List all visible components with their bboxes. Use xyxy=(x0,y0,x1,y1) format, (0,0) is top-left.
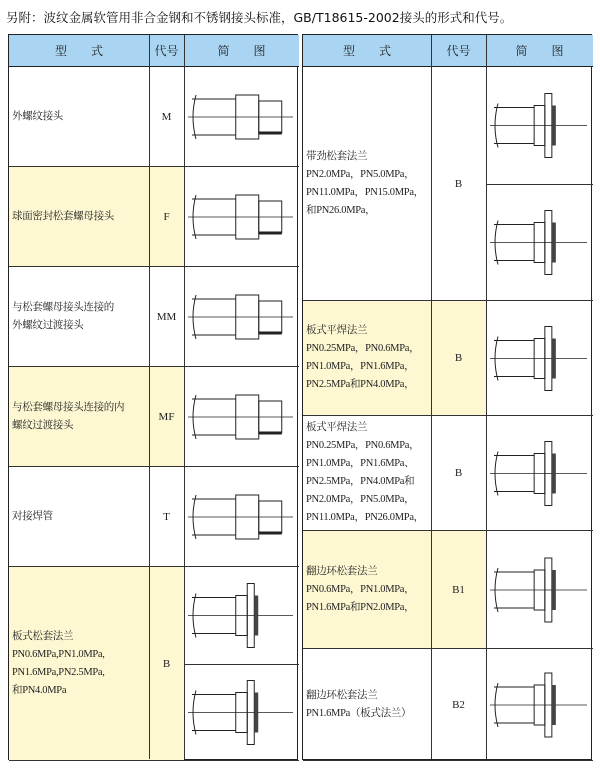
fitting-diagram xyxy=(184,467,299,567)
type-line: PN2.5MPa，PN4.0MPa和 xyxy=(306,476,415,487)
diagram-divider xyxy=(184,664,299,665)
type-line: 带劲松套法兰 xyxy=(306,150,368,162)
diagram-cell xyxy=(184,367,299,467)
type-line: PN0.25MPa，PN0.6MPa， xyxy=(306,343,420,354)
type-line: 对接焊管 xyxy=(12,510,53,522)
type-line: PN0.25MPa，PN0.6MPa， xyxy=(306,440,420,451)
type-cell xyxy=(9,167,149,267)
fitting-diagram xyxy=(184,267,299,367)
fitting-diagram xyxy=(486,416,593,531)
diagram-divider xyxy=(486,184,593,185)
type-cell xyxy=(303,301,431,416)
type-line: PN1.6MPa和PN2.0MPa， xyxy=(306,601,415,613)
header-code: 代号 xyxy=(431,35,486,67)
type-cell xyxy=(9,67,149,167)
left-table xyxy=(8,34,298,760)
header-type: 型 式 xyxy=(303,35,431,67)
diagram-cell xyxy=(184,267,299,367)
type-line: PN2.0MPa，PN5.0MPa， xyxy=(306,168,415,180)
fitting-diagram xyxy=(486,67,593,184)
code-cell xyxy=(149,167,184,267)
type-line: PN11.0MPa，PN26.0MPa， xyxy=(306,512,424,523)
type-line: PN1.0MPa，PN1.6MPa、 xyxy=(306,458,415,469)
type-line: PN1.6MPa（板式法兰） xyxy=(306,707,412,719)
type-line: 翻边环松套法兰 xyxy=(306,689,378,701)
type-line: 板式平焊法兰 xyxy=(306,325,368,336)
type-line: 板式松套法兰 xyxy=(12,630,74,642)
code-value: T xyxy=(163,510,170,523)
diagram-cell xyxy=(184,167,299,267)
diagram-cell xyxy=(184,467,299,567)
diagram-cell xyxy=(486,531,593,649)
right-table xyxy=(302,34,592,760)
type-cell xyxy=(9,467,149,567)
diagram-cell xyxy=(184,567,299,761)
column-divider xyxy=(486,35,487,759)
type-cell xyxy=(303,416,431,531)
code-value: MF xyxy=(158,410,175,423)
type-line: 和PN26.0MPa， xyxy=(306,204,376,216)
header-diagram: 简 图 xyxy=(184,35,299,67)
type-cell xyxy=(9,367,149,467)
code-cell xyxy=(149,467,184,567)
type-cell xyxy=(303,67,431,301)
fitting-diagram xyxy=(486,301,593,416)
fitting-diagram xyxy=(486,184,593,301)
header-type: 型 式 xyxy=(9,35,149,67)
type-line: 与松套螺母接头连接的内 xyxy=(12,401,125,413)
diagram-cell xyxy=(486,301,593,416)
code-value: B xyxy=(454,177,463,190)
code-value: F xyxy=(163,210,170,223)
type-line: 螺纹过渡接头 xyxy=(12,419,74,431)
code-cell xyxy=(149,67,184,167)
fitting-diagram xyxy=(184,67,299,167)
type-cell xyxy=(9,267,149,367)
type-line: 外螺纹接头 xyxy=(12,110,63,122)
type-line: 翻边环松套法兰 xyxy=(306,565,378,577)
code-cell xyxy=(431,649,486,761)
type-line: 外螺纹过渡接头 xyxy=(12,319,84,331)
diagram-cell xyxy=(486,67,593,301)
code-cell xyxy=(149,267,184,367)
code-value: B2 xyxy=(452,698,465,711)
type-line: 板式平焊法兰 xyxy=(306,422,368,433)
type-line: PN1.0MPa，PN1.6MPa， xyxy=(306,361,415,372)
type-line: 与松套螺母接头连接的 xyxy=(12,301,114,313)
fitting-diagram xyxy=(184,167,299,267)
column-divider xyxy=(431,35,432,759)
header-code: 代号 xyxy=(149,35,184,67)
diagram-cell xyxy=(184,67,299,167)
type-line: PN11.0MPa，PN15.0MPa， xyxy=(306,186,424,198)
code-value: MM xyxy=(156,310,177,323)
code-cell xyxy=(431,416,486,531)
fitting-diagram xyxy=(486,649,593,761)
type-line: PN0.6MPa，PN1.0MPa， xyxy=(306,583,415,595)
type-line: PN2.5MPa和PN4.0MPa， xyxy=(306,379,415,390)
header-diagram: 简 图 xyxy=(486,35,593,67)
code-cell xyxy=(431,531,486,649)
code-value: M xyxy=(161,110,172,123)
column-divider xyxy=(149,35,150,759)
diagram-cell xyxy=(486,416,593,531)
code-value: B xyxy=(454,467,463,479)
fitting-diagram xyxy=(184,567,299,664)
code-cell xyxy=(149,367,184,467)
type-line: PN2.0MPa，PN5.0MPa， xyxy=(306,494,415,505)
diagram-cell xyxy=(486,649,593,761)
page-title: 另附：波纹金属软管用非合金钢和不锈钢接头标准，GB/T18615-2002接头的形式和代号。 xyxy=(6,10,513,25)
fitting-diagram xyxy=(486,531,593,649)
code-cell xyxy=(149,567,184,761)
type-cell xyxy=(9,567,149,761)
column-divider xyxy=(184,35,185,759)
fitting-diagram xyxy=(184,664,299,761)
code-value: B xyxy=(454,352,463,364)
code-value: B xyxy=(162,657,171,670)
type-cell xyxy=(303,531,431,649)
code-value: B1 xyxy=(452,583,465,596)
type-line: PN1.6MPa,PN2.5MPa, xyxy=(12,666,105,678)
type-line: 和PN4.0MPa xyxy=(12,684,67,696)
code-cell xyxy=(431,301,486,416)
code-cell xyxy=(431,67,486,301)
type-line: 球面密封松套螺母接头 xyxy=(12,210,114,222)
fitting-diagram xyxy=(184,367,299,467)
type-cell xyxy=(303,649,431,761)
type-line: PN0.6MPa,PN1.0MPa, xyxy=(12,648,105,660)
